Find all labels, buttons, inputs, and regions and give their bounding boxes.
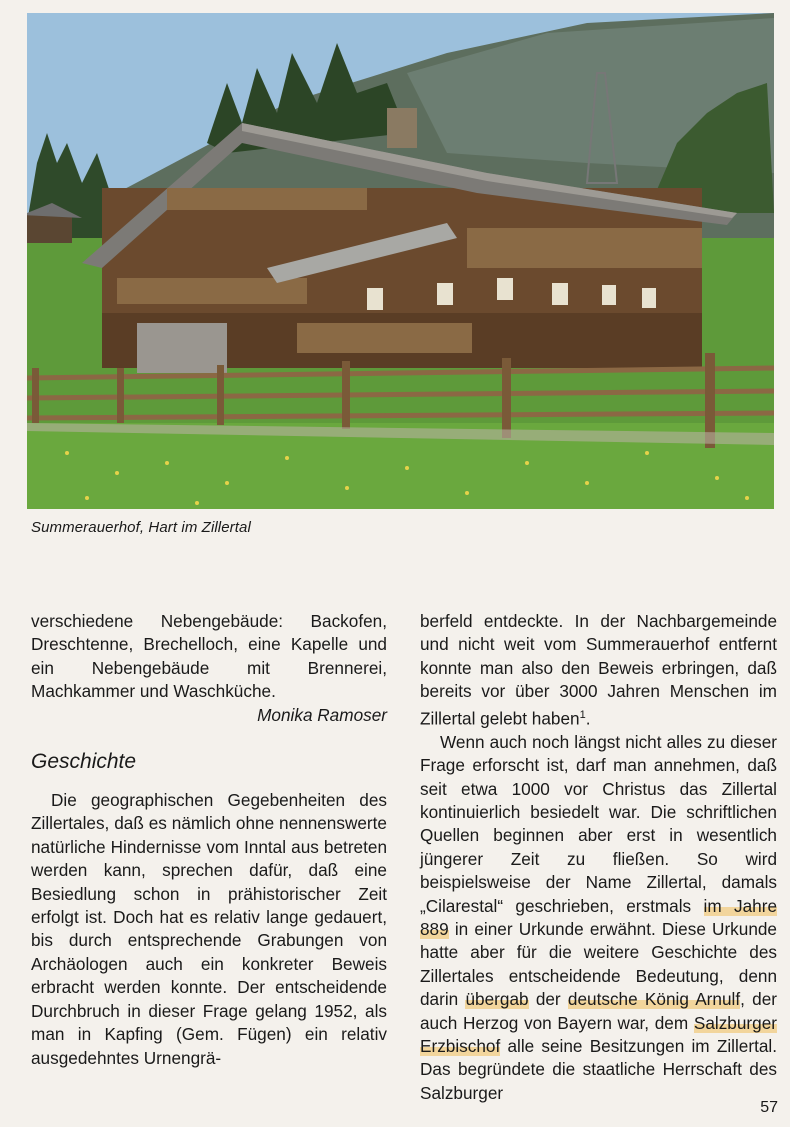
para2-part-b: in einer Urkunde erwähnt. Diese Urkunde hatte aber für die weitere Geschichte des Zillertales entscheidende Bedeutung, denn darin bbox=[420, 919, 777, 1010]
left-column bbox=[31, 610, 387, 1070]
right-column bbox=[420, 610, 777, 1105]
page-number: 57 bbox=[760, 1099, 778, 1116]
history-paragraph-2 bbox=[420, 731, 777, 1106]
highlight-koenig: deutsche König Arnulf bbox=[567, 989, 741, 1010]
para2-part-d: , der auch Herzog von Bayern war, dem bbox=[420, 989, 777, 1033]
section-heading: Geschichte bbox=[31, 750, 137, 774]
highlight-year: im Jahre 889 bbox=[420, 895, 777, 940]
para2-part-a: Wenn auch noch längst nicht alles zu dieser Frage erforscht ist, darf man annehmen, daß seit etwa 1000 vor Christus das Zillertal kontinuierlich besiedelt war. Die schriftlichen Quellen beginnen aber erst in wesentlich jüngerer Zeit zu fließen. So wird beispielsweise der Name Zillertal, damals „Cilarestal“ geschrieben, erstmals bbox=[420, 731, 777, 916]
highlight-uebergab: übergab bbox=[465, 989, 529, 1010]
farmhouse-photo bbox=[27, 13, 774, 509]
continued-text: berfeld entdeckte. In der Nachbargemeinde und nicht weit vom Summerauerhof entfernt konnte man also den Beweis erbringen, daß bereits vor über 3000 Jahren Menschen im Zillertal gelebt haben bbox=[420, 611, 777, 729]
history-paragraph-continued bbox=[420, 610, 777, 731]
photo-caption: Summerauerhof, Hart im Zillertal bbox=[31, 519, 251, 536]
para2-part-e: alle seine Besitzungen im Zillertal. Das begründete die staatliche Herrschaft des Salzburger bbox=[420, 1036, 777, 1103]
author-signature: Monika Ramoser bbox=[257, 704, 387, 725]
history-paragraph-1: Die geographischen Gegebenheiten des Zillertales, daß es nämlich ohne nennenswerte natürliche Hindernisse vom Inntal aus betreten werden kann, sprechen dafür, daß eine Besiedlung schon in prähistorischer Zeit erfolgt ist. Doch hat es relativ lange gedauert, bis durch entsprechende Grabungen von Archäologen auch ein konkreter Beweis erbracht werden konnte. Der entscheidende Durchbruch in dieser Frage gelang 1952, als man in Kapfing (Gem. Fügen) ein relativ ausgedehntes Urnengrä- bbox=[31, 790, 387, 1068]
footnote-mark: 1 bbox=[579, 708, 586, 721]
highlight-erzbischof: Salzburger Erzbischof bbox=[420, 1012, 777, 1057]
intro-paragraph: verschiedene Nebengebäude: Backofen, Dreschtenne, Brechelloch, eine Kapelle und ein Nebengebäude mit Brennerei, Machkammer und Waschküche. bbox=[31, 611, 387, 702]
continued-text-end: . bbox=[585, 708, 591, 729]
para2-part-c: der bbox=[528, 989, 568, 1010]
farmhouse-illustration bbox=[27, 13, 774, 509]
